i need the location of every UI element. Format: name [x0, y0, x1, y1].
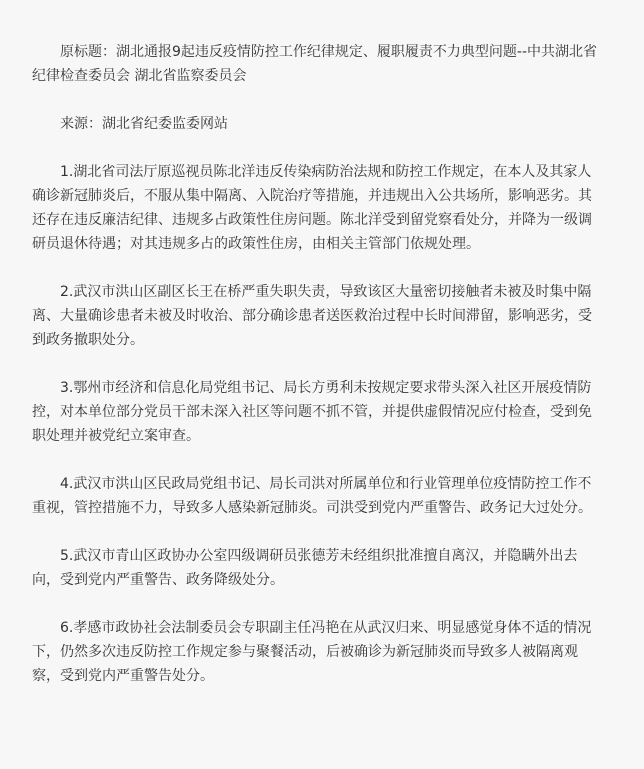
article-source: 来源：湖北省纪委监委网站	[60, 116, 228, 132]
case-item-2: 2.武汉市洪山区副区长王在桥严重失职失责，导致该区大量密切接触者未被及时集中隔离、大量确诊患者未被及时收治、部分确诊患者送医救治过程中长时间滞留，影响恶劣，受到政务撤职处分。	[32, 284, 592, 348]
case-item-4: 4.武汉市洪山区民政局党组书记、局长司洪对所属单位和行业管理单位疫情防控工作不重视，管控措施不力，导致多人感染新冠肺炎。司洪受到党内严重警告、政务记大过处分。	[32, 476, 592, 516]
case-item-5: 5.武汉市青山区政协办公室四级调研员张德芳未经组织批准擅自离汉，并隐瞒外出去向，受到党内严重警告、政务降级处分。	[32, 548, 578, 588]
case-item-3: 3.鄂州市经济和信息化局党组书记、局长方勇利未按规定要求带头深入社区开展疫情防控，对本单位部分党员干部未深入社区等问题不抓不管，并提供虚假情况应付检查，受到免职处理并被党纪立案审查。	[32, 380, 592, 444]
case-item-1: 1.湖北省司法厅原巡视员陈北洋违反传染病防治法规和防控工作规定，在本人及其家人确诊新冠肺炎后，不服从集中隔离、入院治疗等措施，并违规出入公共场所，影响恶劣。其还存在违反廉洁纪律、违规多占政策性住房问题。陈北洋受到留党察看处分，并降为一级调研员退休待遇；对其违规多占的政策性住房，由相关主管部门依规处理。	[32, 164, 592, 252]
article-content	[32, 40, 624, 688]
case-item-6: 6.孝感市政协社会法制委员会专职副主任冯艳在从武汉归来、明显感觉身体不适的情况下，仍然多次违反防控工作规定参与聚餐活动，后被确诊为新冠肺炎而导致多人被隔离观察，受到党内严重警告处分。	[32, 620, 592, 684]
original-title: 原标题：湖北通报9起违反疫情防控工作纪律规定、履职履责不力典型问题--中共湖北省纪律检查委员会 湖北省监察委员会	[32, 44, 598, 84]
